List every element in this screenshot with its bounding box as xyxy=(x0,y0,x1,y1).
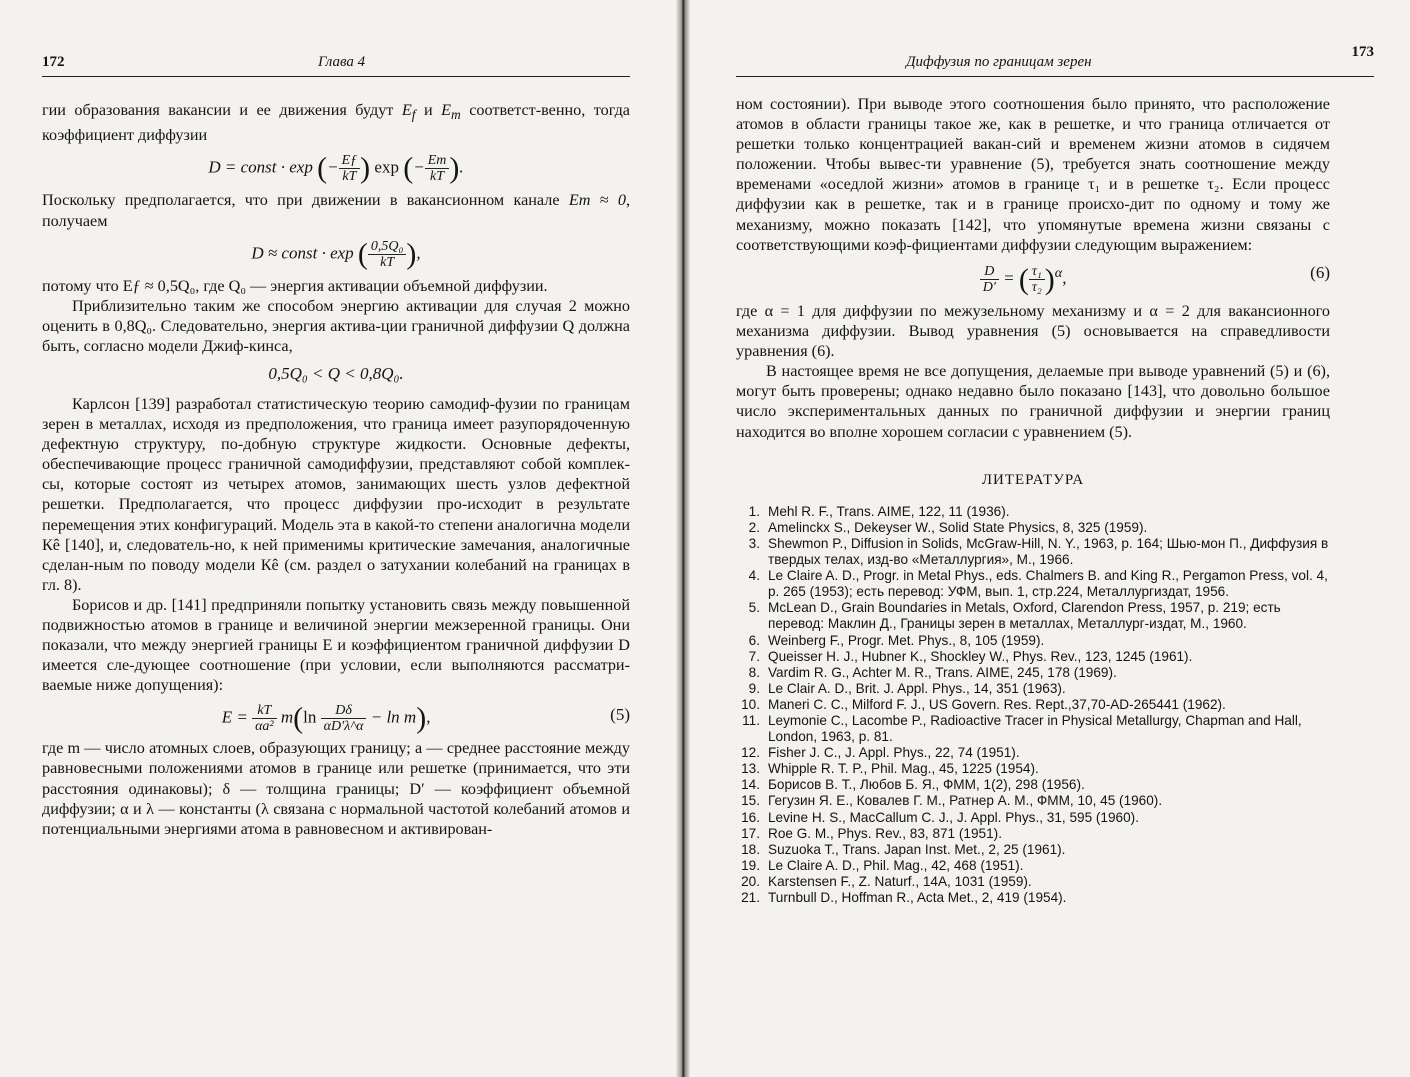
reference-text: Levine H. S., MacCallum C. J., J. Appl. Phys., 31, 595 (1960). xyxy=(768,809,1139,825)
page-number: 173 xyxy=(1351,44,1374,60)
left-page-body xyxy=(42,100,630,839)
reference-text: Le Claire A. D., Phil. Mag., 42, 468 (1951). xyxy=(768,857,1024,873)
reference-text: Weinberg F., Progr. Met. Phys., 8, 105 (1959). xyxy=(768,632,1045,648)
paragraph-3: В настоящее время не все допущения, делаемые при выводе уравнений (5) и (6), могут быть проверены; однако недавно было показано [143], что довольно большое число экспериментальных данных по граничной диффузии и энергии границ находится во вполне хорошем согласии с уравнением (5). xyxy=(736,362,1330,441)
reference-number: 8. xyxy=(748,664,760,680)
reference-item xyxy=(736,761,1330,777)
reference-text: McLean D., Grain Boundaries in Metals, Oxford, Clarendon Press, 1957, p. 219; есть перевод: Маклин Д., Границы зерен в металлах, Металлург-издат, М., 1960. xyxy=(768,600,1281,632)
reference-item xyxy=(736,810,1330,826)
reference-item xyxy=(736,826,1330,842)
reference-item xyxy=(736,890,1330,906)
paragraph-7: где m — число атомных слоев, образующих границу; a — среднее расстояние между равновесными положениями атомов в границе или решетке (принимается, что эти расстояния одинаковы); δ — толщина границы; D′ — коэффициент объемной диффузии; α и λ — константы (λ связана с нормальной частотой колебаний атомов и потенциальными энергиями атома в равновесном и активирован- xyxy=(42,739,630,838)
paragraph-5: Карлсон [139] разработал статистическую теорию самодиф-фузии по границам зерен в металлах, исходя из предположения, что граница имеет разупорядоченную дефектную структуру, по-добную структуре жидкости. Основные дефекты, обеспечивающие процесс граничной самодиффузии, представляют собой комплек-сы, которые состоят из четырех атомов, занимающих шесть узлов дефектной решетки. Предполагается, что процесс диффузии про-исходит в результате перемещения этих конфигураций. Модель эта в какой-то степени аналогична модели Кê [140], и, следователь-но, к ней применимы критические замечания, аналогичные сделан-ным по поводу модели Кê (см. раздел о затухании колебаний на границах в гл. 8). xyxy=(42,394,630,594)
reference-number: 14. xyxy=(741,777,760,793)
paragraph-1: гии образования вакансии и ее движения будут $E_f$ и $E_m$ соответст-венно, тогда коэффициент диффузии xyxy=(42,101,630,145)
reference-item xyxy=(736,793,1330,809)
left-page-header xyxy=(42,50,630,77)
reference-item xyxy=(736,858,1330,874)
reference-text: Mehl R. F., Trans. AIME, 122, 11 (1936). xyxy=(768,503,1010,519)
reference-number: 9. xyxy=(748,680,760,696)
equation-6: (6) $\frac{D}{D'}$ = ( $\frac{\text{τ₁}}{\text{τ₂}}$ )$^\alpha$, xyxy=(736,261,1330,295)
reference-item xyxy=(736,842,1330,858)
paragraph-1: ном состоянии). При выводе этого соотношения было принято, что расположение атомов в области границы такое же, как в решетке, и что граница отличается от решетки только концентрацией вакан-сий и временем жизни атомов в сидячем положении. Чтобы вывес-ти уравнение (5), требуется знать соотношение между временами «оседлой жизни» атомов в границе τ₁ и в решетке τ₂. Если процесс диффузии как в решетке, так и в границе происхо-дит по одному и тому же механизму, можно показать [142], что упомянутые времена жизни связаны с соответствующими коэф-фициентами диффузии следующим выражением: xyxy=(736,95,1330,254)
reference-number: 10. xyxy=(741,696,760,712)
reference-text: Leymonie C., Lacombe P., Radioactive Tracer in Physical Metallurgy, Chapman and Hall, London, 1963, p. 81. xyxy=(768,712,1302,745)
reference-number: 3. xyxy=(748,535,760,551)
right-page-body xyxy=(736,94,1330,906)
reference-text: Suzuoka T., Trans. Japan Inst. Met., 2, 25 (1961). xyxy=(768,841,1066,857)
reference-number: 5. xyxy=(748,600,760,616)
reference-text: Борисов В. Т., Любов Б. Я., ФММ, 1(2), 298 (1956). xyxy=(768,777,1085,793)
reference-text: Turnbull D., Hoffman R., Acta Met., 2, 419 (1954). xyxy=(768,890,1067,905)
reference-number: 2. xyxy=(748,519,760,535)
references-title: ЛИТЕРАТУРА xyxy=(981,471,1085,488)
reference-item xyxy=(736,600,1330,632)
reference-text: Le Claire A. D., Progr. in Metal Phys., eds. Chalmers B. and King R., Pergamon Press, vol. 4, p. 265 (1953); есть перевод: УФМ, вып. 1, стр.224, Металлургиздат, 1956. xyxy=(768,568,1328,600)
reference-number: 16. xyxy=(741,809,760,825)
reference-number: 13. xyxy=(741,761,760,777)
reference-item xyxy=(736,504,1330,520)
reference-number: 4. xyxy=(748,568,760,584)
reference-item xyxy=(736,568,1330,600)
reference-item xyxy=(736,777,1330,793)
paragraph-4: Приблизительно таким же способом энергию активации для случая 2 можно оценить в 0,8Q₀. Следовательно, энергия актива-ции граничной диффузии Q должна быть, согласно модели Джиф-кинса, xyxy=(42,296,630,355)
equation-2: D ≈ const · exp ( $\frac{\text{0,5Q₀}}{kT}$ ), xyxy=(251,237,421,271)
reference-number: 1. xyxy=(748,503,760,519)
paragraph-2: Поскольку предполагается, что при движении в вакансионном канале Em ≈ 0, получаем xyxy=(42,191,630,230)
reference-number: 19. xyxy=(741,857,760,873)
page-number: 172 xyxy=(42,54,65,70)
running-head: Диффузия по границам зерен xyxy=(906,54,1092,70)
reference-number: 20. xyxy=(741,873,760,889)
reference-item xyxy=(736,681,1330,697)
reference-item xyxy=(736,633,1330,649)
reference-item xyxy=(736,697,1330,713)
reference-item xyxy=(736,520,1330,536)
reference-text: Amelinckx S., Dekeyser W., Solid State Physics, 8, 325 (1959). xyxy=(768,519,1148,535)
paragraph-3: потому что Eƒ ≈ 0,5Q₀, где Q₀ — энергия активации объемной диффузии. xyxy=(42,276,548,295)
reference-number: 7. xyxy=(748,648,760,664)
equation-5: (5) E = $\frac{kT}{\text{αa²}}$ m(ln $\frac{D\delta}{\alpha D'\lambda\^{}\alpha}$ − ln m), xyxy=(221,701,630,735)
reference-number: 12. xyxy=(741,745,760,761)
equation-1: D = const · exp (− $\frac{Eƒ}{kT}$ ) exp (− $\frac{Em}{kT}$ ). xyxy=(208,151,464,185)
reference-item xyxy=(736,649,1330,665)
reference-text: Maneri C. C., Milford F. J., US Govern. Res. Rept.,37,70-AD-265441 (1962). xyxy=(768,696,1226,712)
equation-3: 0,5Q₀ < Q < 0,8Q₀. xyxy=(268,363,404,383)
reference-text: Whipple R. T. P., Phil. Mag., 45, 1225 (1954). xyxy=(768,761,1039,777)
reference-text: Shewmon P., Diffusion in Solids, McGraw-Hill, N. Y., 1963, p. 164; Шью-мон П., Диффузия в твердых телах, изд-во «Металлургия», М., 1966. xyxy=(768,535,1329,568)
reference-number: 21. xyxy=(741,890,760,905)
reference-text: Fisher J. C., J. Appl. Phys., 22, 74 (1951). xyxy=(768,745,1020,761)
reference-text: Le Clair A. D., Brit. J. Appl. Phys., 14, 351 (1963). xyxy=(768,680,1066,696)
running-head: Глава 4 xyxy=(318,54,366,70)
reference-number: 11. xyxy=(742,712,760,728)
reference-text: Karstensen F., Z. Naturf., 14A, 1031 (1959). xyxy=(768,873,1032,889)
reference-item xyxy=(736,536,1330,568)
reference-text: Гегузин Я. Е., Ковалев Г. М., Ратнер А. М., ФММ, 10, 45 (1960). xyxy=(768,793,1163,809)
right-page-header xyxy=(736,44,1374,77)
reference-number: 18. xyxy=(741,841,760,857)
reference-item xyxy=(736,745,1330,761)
reference-text: Roe G. M., Phys. Rev., 83, 871 (1951). xyxy=(768,825,1002,841)
reference-number: 15. xyxy=(741,793,760,809)
reference-item xyxy=(736,713,1330,745)
paragraph-2: где α = 1 для диффузии по межузельному механизму и α = 2 для вакансионного механизма диффузии. Вывод уравнения (5) основывается на справедливости уравнения (6). xyxy=(736,302,1330,361)
paragraph-6: Борисов и др. [141] предприняли попытку установить связь между повышенной подвижностью атомов в границе и величиной энергии межзеренной границы. Они показали, что между энергией границы E и коэффициентом граничной диффузии D имеется сле-дующее соотношение (при условии, если выполняются рассматри-ваемые ниже допущения): xyxy=(42,595,630,695)
reference-text: Vardim R. G., Achter M. R., Trans. AIME, 245, 178 (1969). xyxy=(768,664,1117,680)
right-page xyxy=(688,0,1410,1077)
reference-number: 6. xyxy=(748,632,760,648)
reference-item xyxy=(736,874,1330,890)
left-page xyxy=(0,0,680,1077)
reference-text: Queisser H. J., Hubner K., Shockley W., Phys. Rev., 123, 1245 (1961). xyxy=(768,648,1193,664)
reference-number: 17. xyxy=(741,825,760,841)
reference-item xyxy=(736,665,1330,681)
references-list xyxy=(736,504,1330,906)
